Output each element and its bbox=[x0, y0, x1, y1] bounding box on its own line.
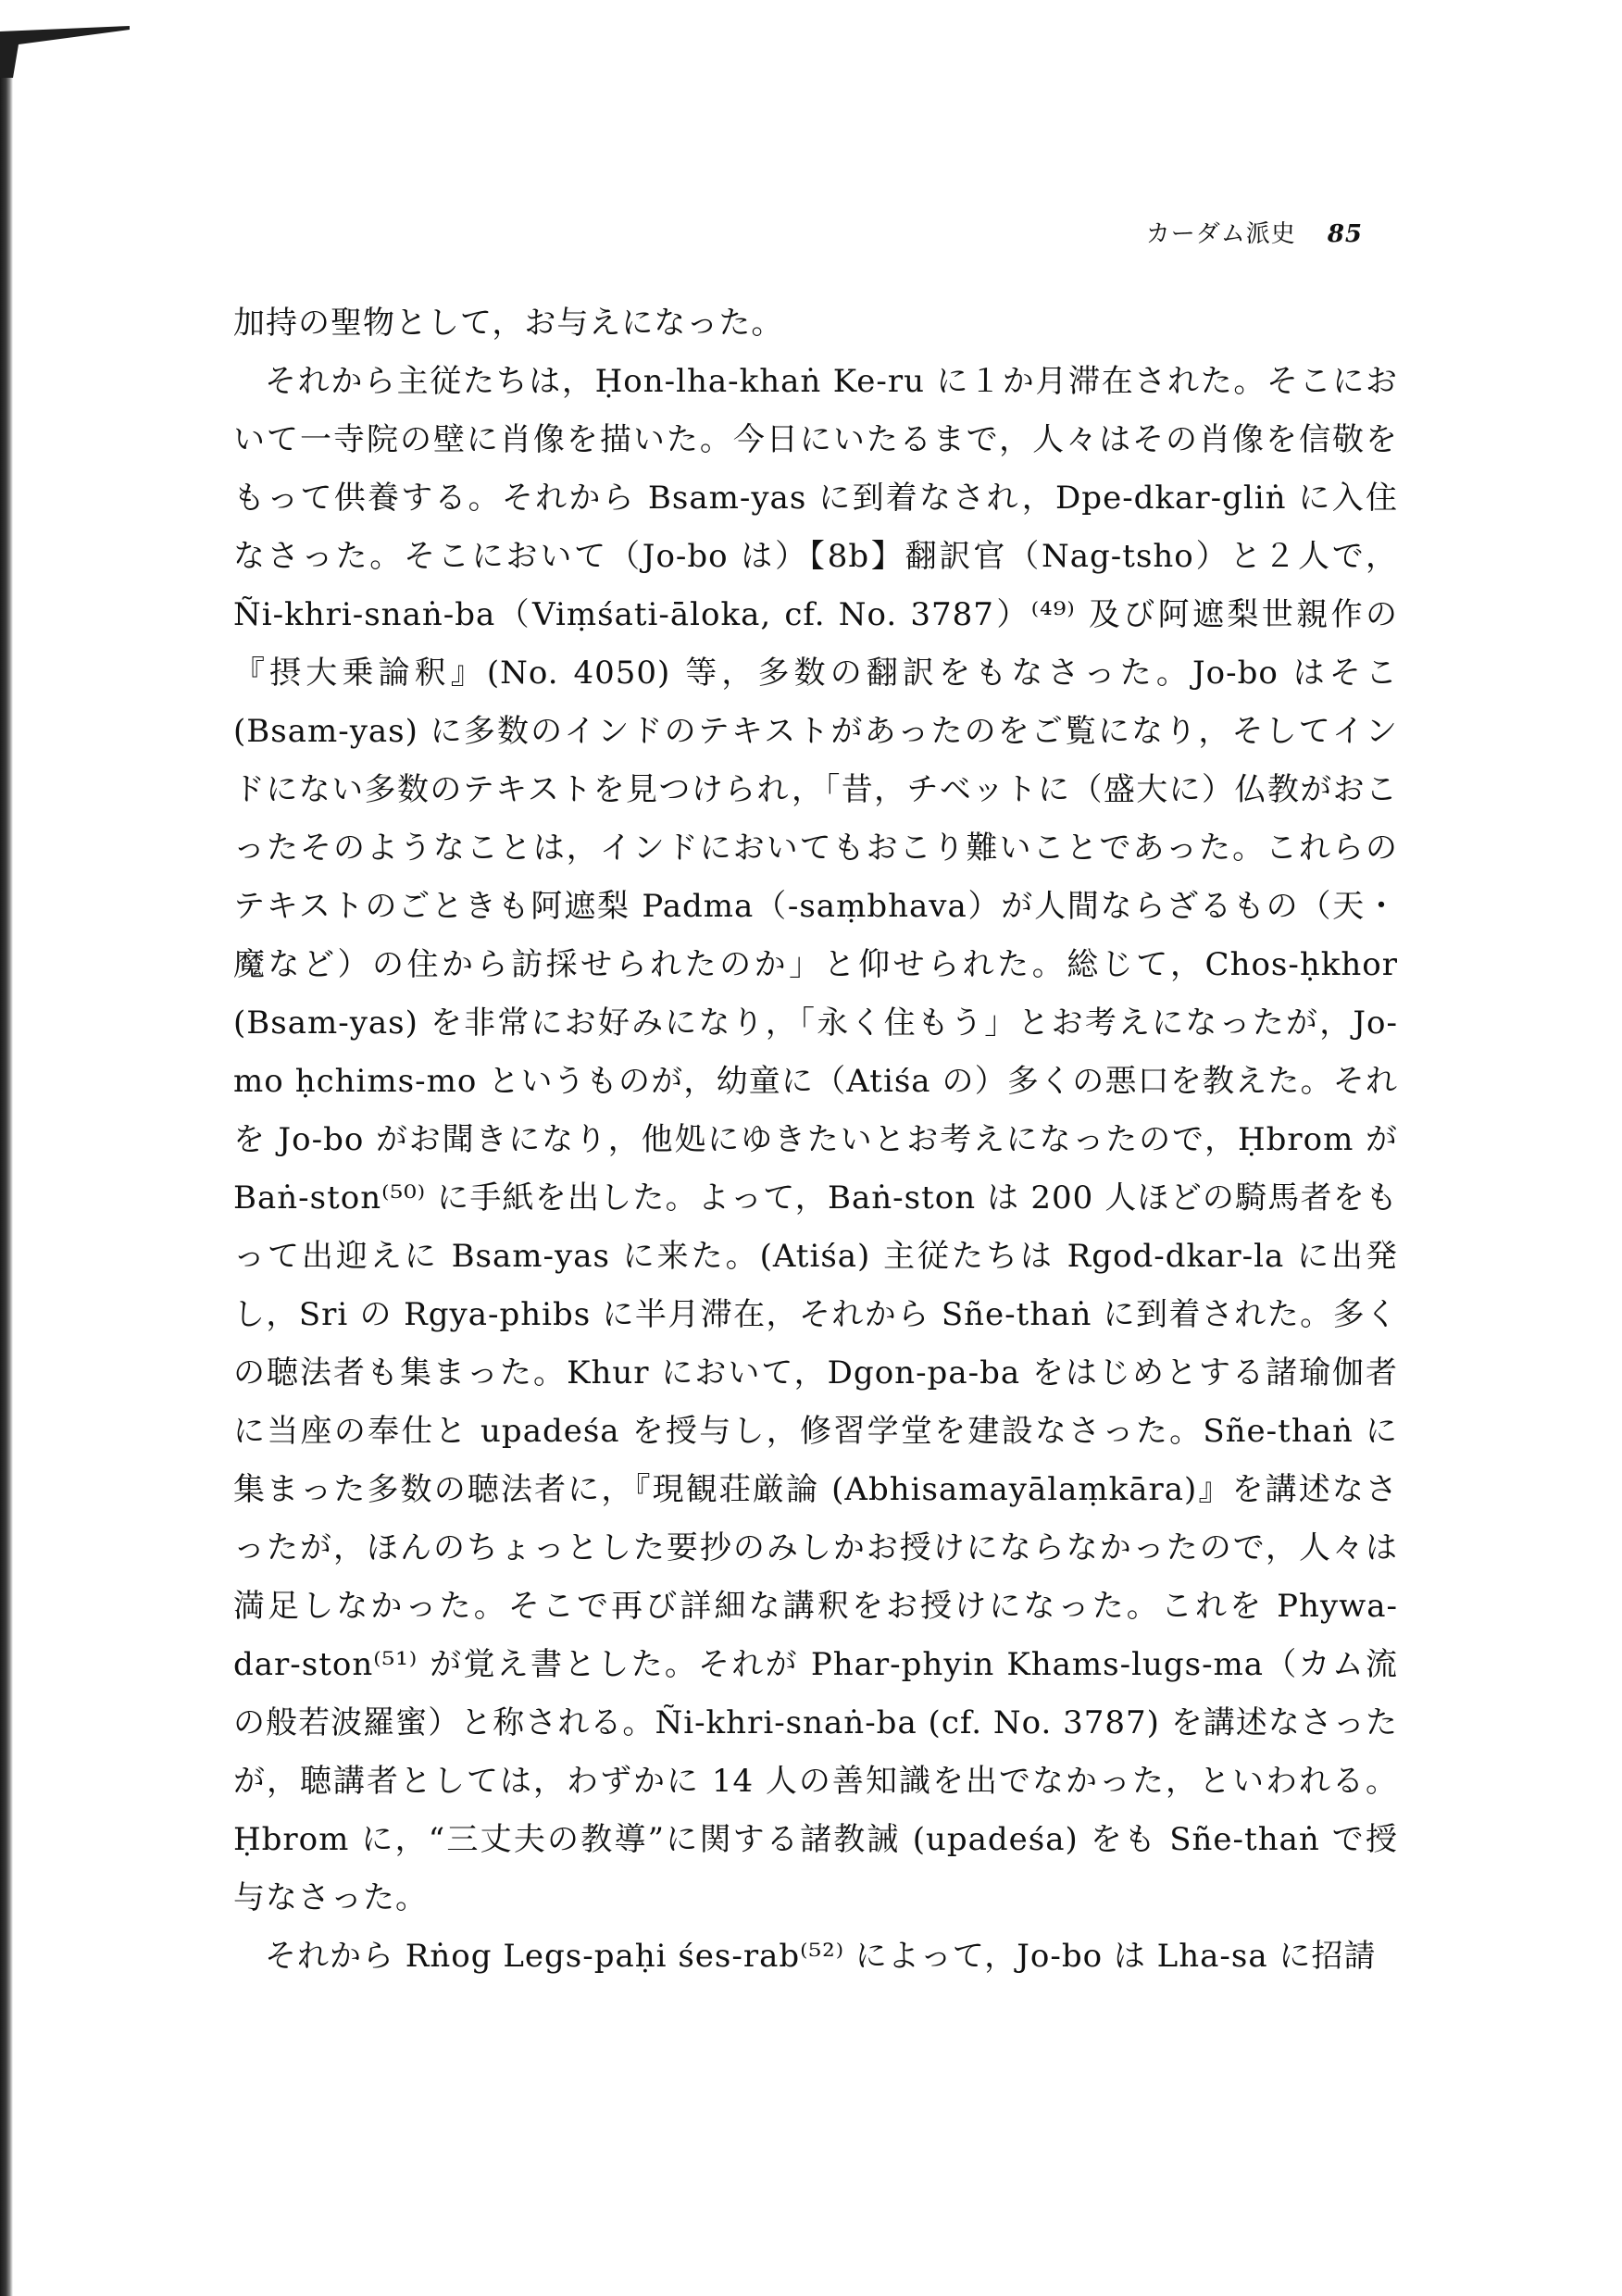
paragraph-main: それから主従たちは，Ḥon-lha-khaṅ Ke-ru に１か月滞在された。そこにおいて一寺院の壁に肖像を描いた。今日にいたるまで，人々はその肖像を信敬をもって供養する。それから Bsam-yas に到着なされ，Dpe-dkar-gliṅ に入住なさった。そこにおいて（Jo-bo は）【8b】翻訳官（Nag-tsho）と２人で，Ñi-khri-snaṅ-ba（Viṃśati-āloka, cf. No. 3787）⁽⁴⁹⁾ 及び阿遮梨世親作の『摂大乗論釈』(No. 4050) 等，多数の翻訳をもなさった。Jo-bo はそこ (Bsam-yas) に多数のインドのテキストがあったのをご覧になり，そしてインドにない多数のテキストを見つけられ，「昔，チベットに（盛大に）仏教がおこったそのようなことは，インドにおいてもおこり難いことであった。これらのテキストのごときも阿遮梨 Padma（-saṃbhava）が人間ならざるもの（天・魔など）の住から訪採せられたのか」と仰せられた。総じて，Chos-ḥkhor (Bsam-yas) を非常にお好みになり，「永く住もう」とお考えになったが，Jo-mo ḥchims-mo というものが，幼童に（Atiśa の）多くの悪口を教えた。それを Jo-bo がお聞きになり，他処にゆきたいとお考えになったので，Ḥbrom が Baṅ-ston⁽⁵⁰⁾ に手紙を出した。よって，Baṅ-ston は 200 人ほどの騎馬者をもって出迎えに Bsam-yas に来た。(Atiśa) 主従たちは Rgod-dkar-la に出発し，Sri の Rgya-phibs に半月滞在，それから Sñe-thaṅ に到着された。多くの聴法者も集まった。Khur において，Dgon-pa-ba をはじめとする諸瑜伽者に当座の奉仕と upadeśa を授与し，修習学堂を建設なさった。Sñe-thaṅ に集まった多数の聴法者に，『現観荘厳論 (Abhisamayālaṃkāra)』を講述なさったが，ほんのちょっとした要抄のみしかお授けにならなかったので，人々は満足しなかった。そこで再び詳細な講釈をお授けになった。これを Phywa-dar-ston⁽⁵¹⁾ が覚え書とした。それが Phar-phyin Khams-lugs-ma（カム流の般若波羅蜜）と称される。Ñi-khri-snaṅ-ba (cf. No. 3787) を講述なさったが，聴講者としては，わずかに 14 人の善知識を出でなかった，といわれる。Ḥbrom に，“三丈夫の教導”に関する諸教誡 (upadeśa) をも Sñe-thaṅ で授与なさった。 bbox=[233, 363, 1398, 1916]
body-text bbox=[233, 294, 1398, 1986]
page-number: 85 bbox=[1327, 220, 1363, 248]
paragraph-final: それから Rṅog Legs-paḥi śes-rab⁽⁵²⁾ によって，Jo-bo は Lha-sa に招請 bbox=[265, 1938, 1377, 1975]
binding-edge bbox=[0, 37, 13, 2296]
running-title: カーダム派史 bbox=[1145, 220, 1296, 248]
running-head bbox=[1146, 215, 1363, 249]
paragraph-continuation: 加持の聖物として，お与えになった。 bbox=[233, 305, 784, 342]
binding-shadow bbox=[0, 26, 130, 78]
